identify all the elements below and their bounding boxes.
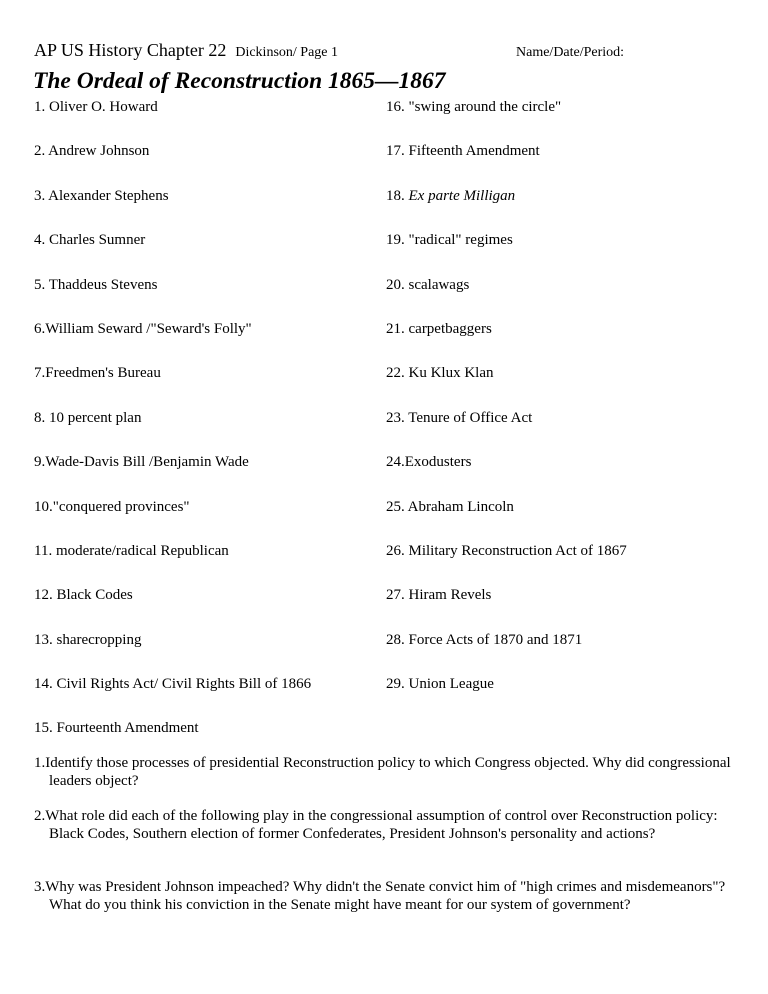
course-header: [34, 40, 338, 63]
term-25: 25. Abraham Lincoln: [386, 499, 514, 515]
term-20: 20. scalawags: [386, 277, 470, 293]
term-4: 4. Charles Sumner: [34, 232, 146, 248]
term-2: 2. Andrew Johnson: [34, 143, 150, 159]
term-16: 16. "swing around the circle": [386, 99, 562, 115]
term-18-number: 18.: [386, 188, 409, 204]
term-18-case-name: Ex parte Milligan: [408, 188, 516, 204]
question-1: 1.Identify those processes of presidential Reconstruction policy to which Congress objected. Why did congressional leaders object?: [34, 755, 731, 789]
question-2: 2.What role did each of the following play in the congressional assumption of control over Reconstruction policy: Black Codes, Southern election of former Confederates, President Johnson's personality and actions?: [34, 808, 718, 842]
term-6: 6.William Seward /"Seward's Folly": [34, 321, 252, 337]
term-12: 12. Black Codes: [34, 587, 133, 603]
term-29: 29. Union League: [386, 676, 494, 692]
name-date-period-label: Name/Date/Period:: [516, 45, 625, 60]
term-26: 26. Military Reconstruction Act of 1867: [386, 543, 627, 559]
term-22: 22. Ku Klux Klan: [386, 365, 494, 381]
term-15: 15. Fourteenth Amendment: [34, 720, 199, 736]
term-28: 28. Force Acts of 1870 and 1871: [386, 632, 583, 648]
term-14: 14. Civil Rights Act/ Civil Rights Bill of 1866: [34, 676, 312, 692]
teacher-page: Dickinson/ Page 1: [235, 45, 338, 60]
term-13: 13. sharecropping: [34, 632, 142, 648]
term-11: 11. moderate/radical Republican: [34, 543, 229, 559]
term-17: 17. Fifteenth Amendment: [386, 143, 540, 159]
page-title: The Ordeal of Reconstruction 1865—1867: [33, 68, 446, 94]
term-19: 19. "radical" regimes: [386, 232, 513, 248]
course-title: AP US History Chapter 22: [34, 40, 227, 60]
term-21: 21. carpetbaggers: [386, 321, 492, 337]
term-27: 27. Hiram Revels: [386, 587, 492, 603]
term-23: 23. Tenure of Office Act: [386, 410, 533, 426]
term-24: 24.Exodusters: [386, 454, 472, 470]
term-1: 1. Oliver O. Howard: [34, 99, 158, 115]
term-3: 3. Alexander Stephens: [34, 188, 169, 204]
term-5: 5. Thaddeus Stevens: [34, 277, 158, 293]
question-3: 3.Why was President Johnson impeached? Why didn't the Senate convict him of "high crimes and misdemeanors"? What do you think his conviction in the Senate might have meant for our system of government?: [34, 879, 726, 913]
term-18: [386, 187, 515, 205]
term-7: 7.Freedmen's Bureau: [34, 365, 161, 381]
term-10: 10."conquered provinces": [34, 499, 190, 515]
term-9: 9.Wade-Davis Bill /Benjamin Wade: [34, 454, 249, 470]
term-8: 8. 10 percent plan: [34, 410, 142, 426]
